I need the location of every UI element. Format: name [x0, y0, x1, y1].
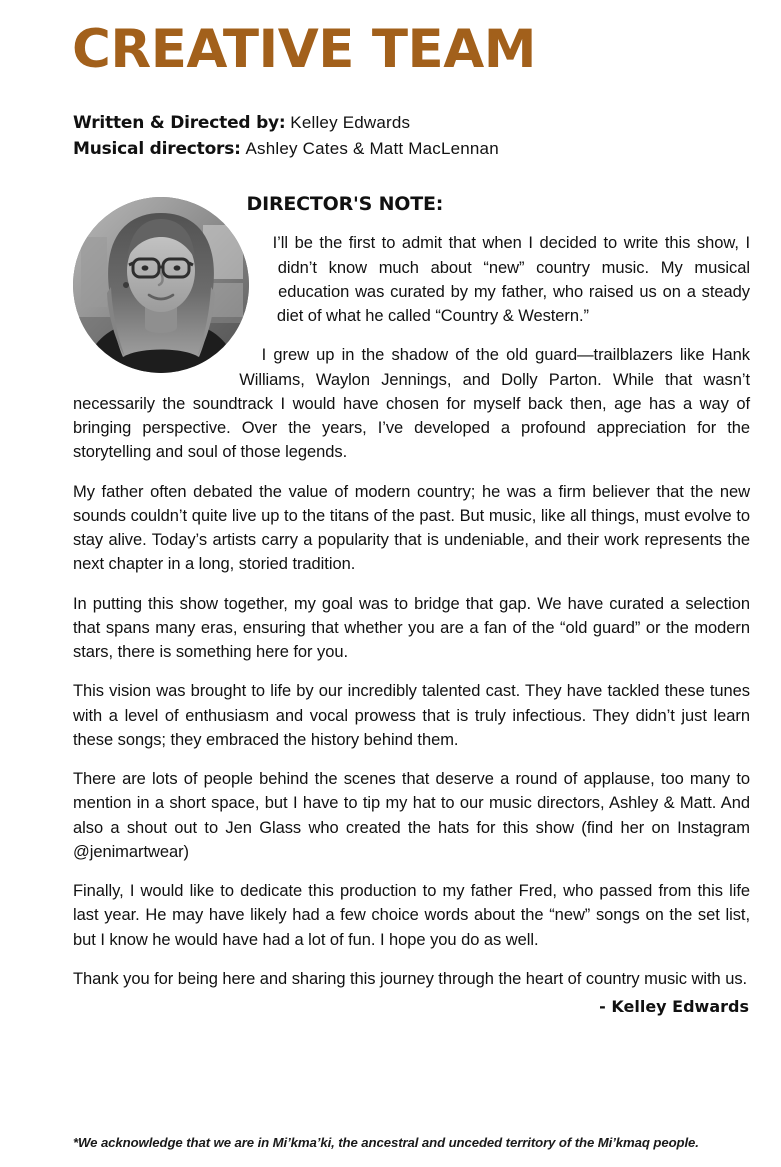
note-paragraph: Finally, I would like to dedicate this production to my father Fred, who passed from this life last year. He may have likely had a few choice words about the “new” songs on the set list, but I know he would have had a lot of fun. I hope you do as well.: [73, 882, 750, 949]
credits-block: [31, 110, 750, 164]
footer: [31, 1135, 750, 1150]
credit-musical-directors-value: Ashley Cates & Matt MacLennan: [245, 139, 499, 159]
credit-musical-directors: [73, 136, 750, 163]
page-title: CREATIVE TEAM: [72, 19, 536, 80]
directors-note-section: [31, 193, 750, 1016]
note-paragraph: I grew up in the shadow of the old guard—trailblazers like Hank Williams, Waylon Jennings, and Dolly Parton. While that wasn’t necessarily the soundtrack I would have chosen for myself back then, age has a way of bringing perspective. Over the years, I’ve developed a profound appreciation for the storytelling and soul of those legends.: [73, 346, 750, 462]
note-paragraph: I’ll be the first to admit that when I decided to write this show, I didn’t know much about “new” country music. My musical education was curated by my father, who raised us on a steady diet of what he called “Country & Western.”: [272, 234, 750, 326]
credit-written-directed-label: Written & Directed by:: [73, 112, 286, 133]
note-paragraph: There are lots of people behind the scenes that deserve a round of applause, too many to mention in a short space, but I have to tip my hat to our music directors, Ashley & Matt. And also a shout out to Jen Glass who created the hats for this show (find her on Instagram @jenimartwear): [73, 770, 750, 861]
credit-written-directed: [73, 110, 750, 137]
directors-note-heading: DIRECTOR'S NOTE:: [246, 193, 444, 216]
note-paragraph: This vision was brought to life by our incredibly talented cast. They have tackled these tunes with a level of enthusiasm and vocal prowess that is truly infectious. They didn’t just learn these songs; they embraced the history behind them.: [73, 682, 750, 749]
land-acknowledgement: *We acknowledge that we are in Mi’kma’ki, the ancestral and unceded territory of the Mi’kmaq people.: [73, 1135, 699, 1150]
credit-written-directed-value: Kelley Edwards: [290, 112, 411, 132]
note-paragraph: Thank you for being here and sharing this journey through the heart of country music with us.: [73, 969, 748, 988]
director-portrait-photo: [73, 197, 249, 373]
note-paragraph: In putting this show together, my goal was to bridge that gap. We have curated a selection that spans many eras, ensuring that whether you are a fan of the “old guard” or the modern stars, there is something here for you.: [73, 594, 750, 662]
note-paragraph: My father often debated the value of modern country; he was a firm believer that the new sounds couldn’t quite live up to the titans of the past. But music, like all things, must evolve to stay alive. Today’s artists carry a popularity that is undeniable, and their work represents the next chapter in a long, storied tradition.: [73, 482, 750, 574]
director-signature: - Kelley Edwards: [599, 997, 749, 1017]
credit-musical-directors-label: Musical directors:: [73, 139, 241, 160]
